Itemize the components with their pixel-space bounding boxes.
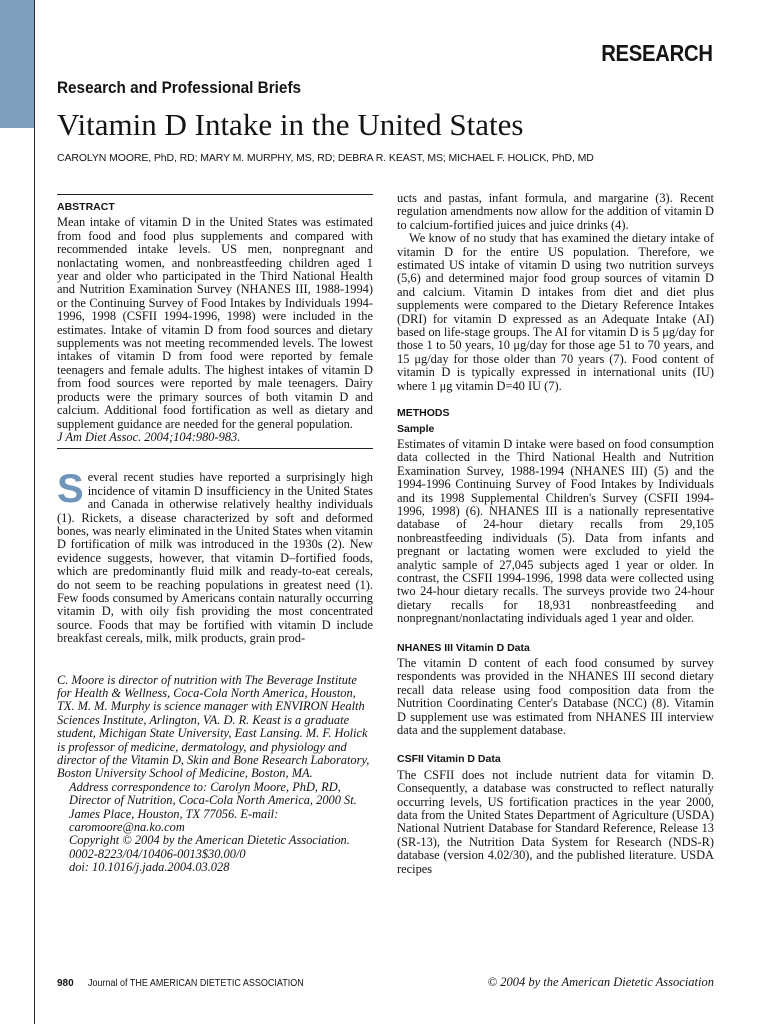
intro-text: everal recent studies have reported a surprisingly high incidence of vitamin D insufficiency in the United States and Canada in otherwise relatively healthy individuals (1). Rickets, a disease characterized by soft and deformed bones, was nearly eliminated in the United States when vitamin D fortification of milk was introduced in the 1930s (2). New evidence suggests, however, that vitamin D–fortified foods, which are predominantly fluid milk and ready-to-eat cereals, do not seem to be reaching populations in greatest need (1). Few foods consumed by Americans contain naturally occurring vitamin D, with oily fish providing the most concentrated source. Foods that may be fortified with vitamin D include breakfast cereals, milk, milk products, grain prod- <box>57 470 373 646</box>
methods-heading: METHODS <box>397 407 450 420</box>
abstract-box <box>57 194 373 449</box>
affiliation-text: C. Moore is director of nutrition with The Beverage Institute for Health & Wellness, Coca-Cola North America, Houston, TX. M. M. Murphy is science manager with ENVIRON Health Sciences Institute, Arlington, VA. D. R. Keast is a graduate student, Michigan State University, East Lansing. M. F. Holick is professor of medicine, dermatology, and physiology and director of the Vitamin D, Skin and Bone Research Laboratory, Boston University School of Medicine, Boston, MA. <box>57 672 370 781</box>
page-number: 980 <box>57 978 74 989</box>
drop-cap: S <box>57 467 84 512</box>
nhanes-heading: NHANES III Vitamin D Data <box>397 641 530 654</box>
copyright-notice: Copyright © 2004 by the American Dietetic Association. <box>69 833 350 848</box>
abstract-heading: ABSTRACT <box>57 201 115 213</box>
correspondence-address: Address correspondence to: Carolyn Moore, PhD, RD, Director of Nutrition, Coca-Cola North America, 2000 St. James Place, Houston, TX 77056. E-mail: caromoore@na.ko.com <box>69 779 357 835</box>
sample-heading: Sample <box>397 422 435 435</box>
article-category: Research and Professional Briefs <box>57 78 302 97</box>
abstract-text: Mean intake of vitamin D in the United States was estimated from food and food plus supplements and compared with recommended intake levels. US men, nonpregnant and nonlactating women, and nonbreastfeeding children aged 1 year and older who participated in the Third National Health and Nutrition Examination Survey (NHANES III, 1988-1994) or the Continuing Survey of Food Intakes by Individuals 1994-1996, 1998 (CSFII 1994-1996, 1998) were included in the estimates. Intake of vitamin D from food sources and dietary supplements was not meeting recommended levels. The lowest intakes of vitamin D from food were reported by female teenagers and female adults. The highest intakes of vitamin D from food sources were reported by male teenagers. Dairy products were the primary sources of both vitamin D and calcium. Additional food fortification as well as dietary and supplement guidance are needed for the general population. <box>57 215 373 431</box>
left-column <box>57 194 373 875</box>
sidebar-color-strip <box>0 0 34 128</box>
abstract-citation: J Am Diet Assoc. 2004;104:980-983. <box>57 429 241 444</box>
author-list: CAROLYN MOORE, PhD, RD; MARY M. MURPHY, MS, RD; DEBRA R. KEAST, MS; MICHAEL F. HOLICK, PhD, MD <box>57 152 594 164</box>
intro-paragraph-2: We know of no study that has examined the dietary intake of vitamin D for the entire US population. Therefore, we estimated US intake of vitamin D using two nutrition surveys (5,6) and determined major food group sources of vitamin D and calcium. Vitamin D intakes from diet and diet plus supplements were compared to the Dietary Reference Intakes (DRI) for vitamin D expressed as an Adequate Intake (AI) based on life-stage groups. The AI for vitamin D is 5 μg/day for those 1 to 50 years, 10 μg/day for those age 51 to 70 years, and 15 μg/day for those older than 70 years (7). Food content of vitamin D is typically expressed in international units (IU) where 1 μg vitamin D=40 IU (7). <box>397 231 714 393</box>
sample-text: Estimates of vitamin D intake were based on food consumption data collected in the Third National Health and Nutrition Examination Survey, 1988-1994 (NHANES III) (5) and the 1994-1996 Continuing Survey of Food Intakes by Individuals and its 1998 Supplemental Children's Survey (CSFII 1994-1996, 1998) (6). NHANES III is a nationally representative database of 24-hour dietary recalls from 29,105 nonbreastfeeding individuals (5). Data from infants and pregnant or lactating women were excluded to yield the analytic sample of 27,045 subjects aged 1 year or older. In contrast, the CSFII 1994-1996, 1998 data were collected using two 24-hour dietary recalls. The surveys provide two 24-hour dietary recalls for 18,931 nonbreastfeeding and nonpregnant/nonlactating individuals aged 1 year and older. <box>397 436 714 626</box>
doi: doi: 10.1016/j.jada.2004.03.028 <box>69 860 230 875</box>
journal-name: Journal of THE AMERICAN DIETETIC ASSOCIATION <box>88 978 304 989</box>
footer-copyright: © 2004 by the American Dietetic Association <box>487 975 714 989</box>
csfii-text: The CSFII does not include nutrient data for vitamin D. Consequently, a database was constructed to reflect naturally occurring levels, US fortification practices in the year 2000, data from the United States Department of Agriculture (USDA) National Nutrient Database for Standard Reference, Release 13 (SR-13), the Nutrition Data System for Research (NDS-R) database (version 4.02/30), and the published literature. USDA recipes <box>397 767 714 876</box>
right-column <box>397 192 714 876</box>
intro-continued: ucts and pastas, infant formula, and margarine (3). Recent regulation amendments now allow for the addition of vitamin D to calcium-fortified juices and juice drinks (4). <box>397 191 714 232</box>
issn-code: 0002-8223/04/10406-0013$30.00/0 <box>69 846 246 861</box>
introduction <box>57 467 373 646</box>
author-affiliations <box>57 674 373 875</box>
section-tag: RESEARCH <box>601 40 713 66</box>
csfii-heading: CSFII Vitamin D Data <box>397 753 501 766</box>
article-title: Vitamin D Intake in the United States <box>57 107 524 142</box>
nhanes-text: The vitamin D content of each food consumed by survey respondents was provided in the NHANES III second dietary recall data release using food composition data from the Nutrition Coordinating Center's Database (NCC) (8). Vitamin D supplement use was estimated from NHANES III interview data and the supplement database. <box>397 656 714 738</box>
sidebar-rule <box>34 0 35 1024</box>
